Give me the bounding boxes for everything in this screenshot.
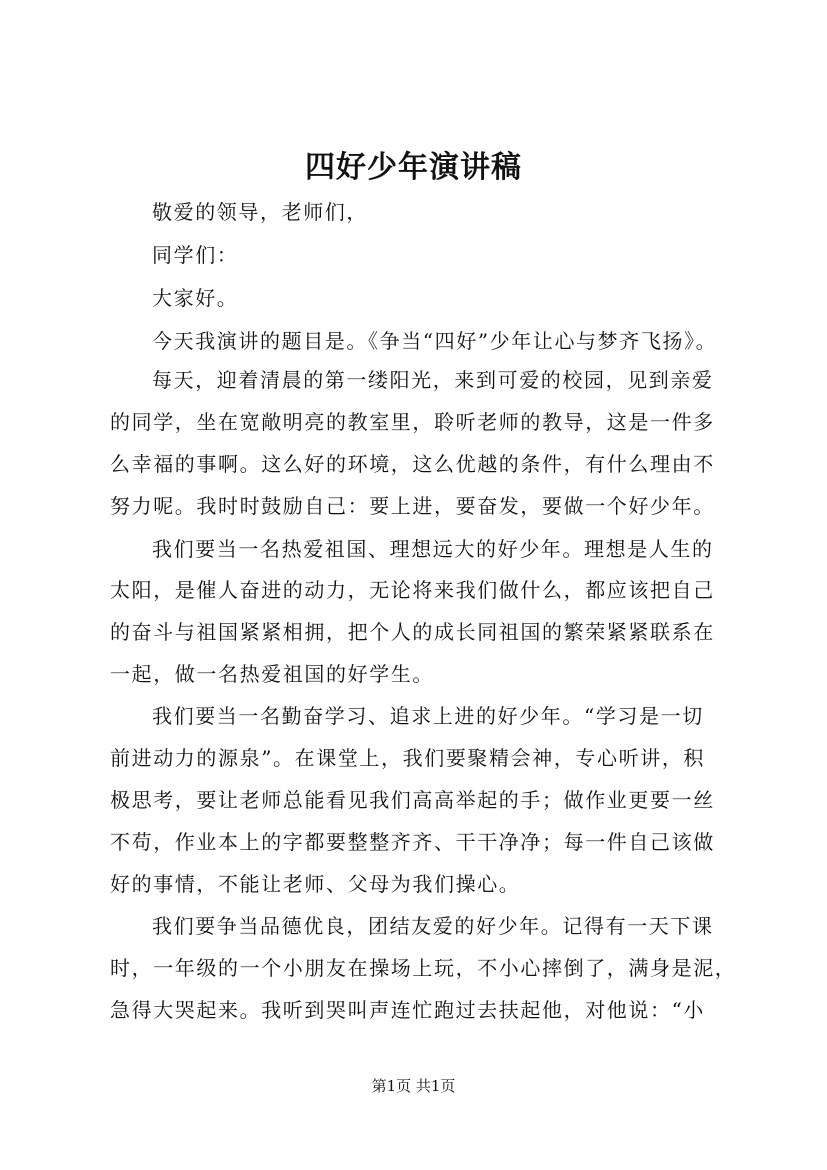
text-line: 一起，做一名热爱祖国的好学生。 <box>110 662 434 686</box>
text-line: 今天我演讲的题目是。《争当“四好”少年让心与梦齐飞扬》。 <box>152 329 718 353</box>
text-line: 我们要当一名热爱祖国、理想远大的好少年。理想是人生的 <box>152 537 714 561</box>
text-line: 我们要当一名勤奋学习、追求上进的好少年。“学习是一切 <box>152 704 704 728</box>
text-line: 的同学，坐在宽敞明亮的教室里，聆听老师的教导，这是一件多 <box>110 410 715 434</box>
text-line: 我们要争当品德优良，团结友爱的好少年。记得有一天下课 <box>152 914 714 938</box>
document-title: 四好少年演讲稿 <box>305 150 522 185</box>
text-line: 前进动力的源泉”。在课堂上，我们要聚精会神，专心听讲，积 <box>110 746 706 770</box>
text-line: 么幸福的事啊。这么好的环境，这么优越的条件，有什么理由不 <box>110 452 715 476</box>
page-footer: 第1页 共1页 <box>371 1077 456 1095</box>
text-line: 不苟，作业本上的字都要整整齐齐、干干净净；每一件自己该做 <box>110 830 715 854</box>
text-line: 敬爱的领导，老师们， <box>152 200 368 224</box>
text-line: 大家好。 <box>152 286 239 310</box>
text-line: 每天，迎着清晨的第一缕阳光，来到可爱的校园，见到亲爱 <box>152 368 714 392</box>
text-line: 太阳，是催人奋进的动力，无论将来我们做什么，都应该把自己 <box>110 578 715 602</box>
text-line: 努力呢。我时时鼓励自己：要上进，要奋发，要做一个好少年。 <box>110 494 715 518</box>
text-line: 好的事情，不能让老师、父母为我们操心。 <box>110 872 521 896</box>
text-line: 同学们： <box>152 243 239 267</box>
text-line: 时，一年级的一个小朋友在操场上玩，不小心摔倒了，满身是泥， <box>110 956 737 980</box>
text-line: 极思考，要让老师总能看见我们高高举起的手；做作业更要一丝 <box>110 788 715 812</box>
text-line: 的奋斗与祖国紧紧相拥，把个人的成长同祖国的繁荣紧紧联系在 <box>110 620 715 644</box>
text-line: 急得大哭起来。我听到哭叫声连忙跑过去扶起他，对他说：“小 <box>110 998 706 1022</box>
